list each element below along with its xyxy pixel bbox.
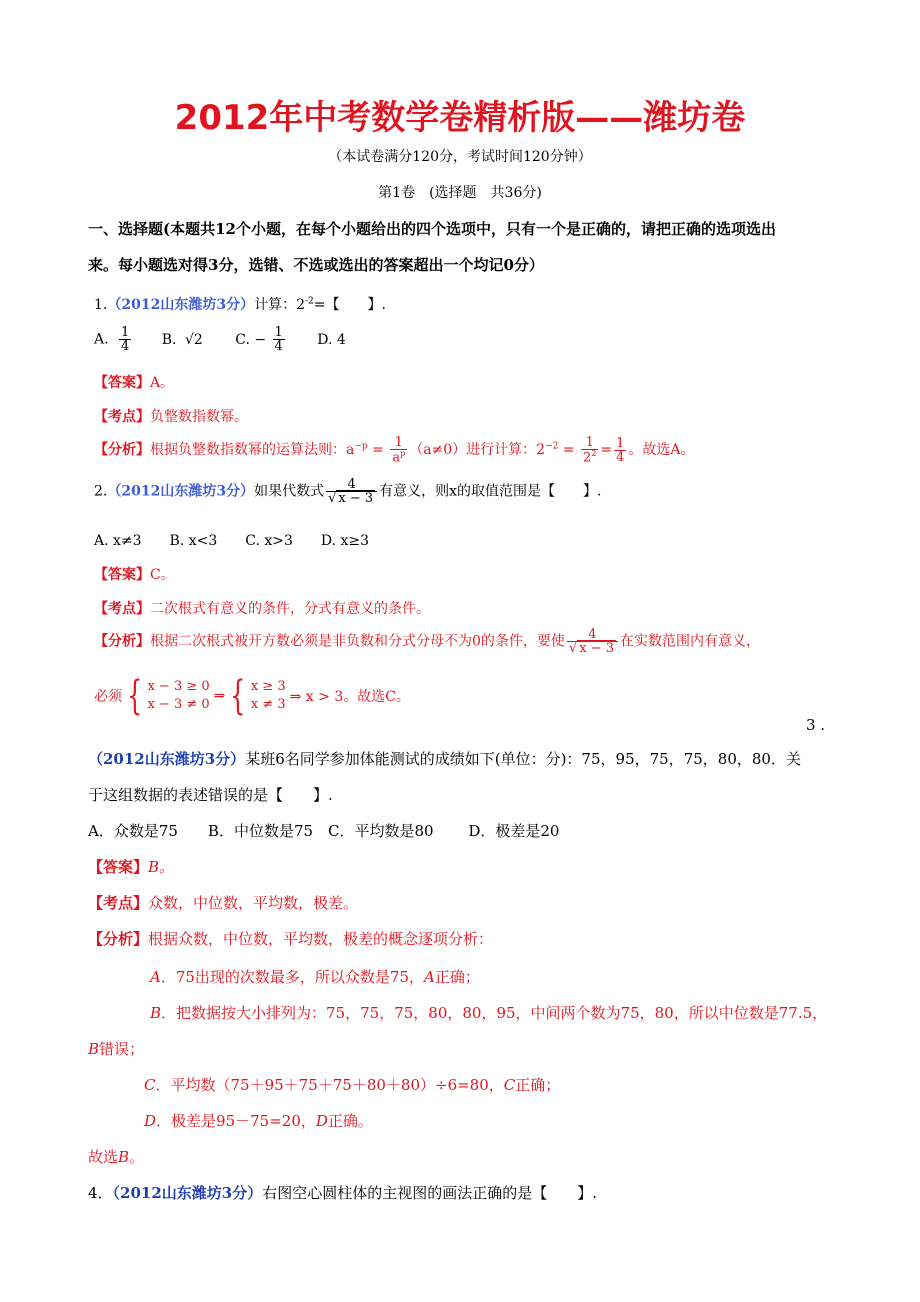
analysis-item-c: C．平均数（75＋95＋75＋75＋80＋80）÷6=80，C正确；	[144, 1076, 561, 1094]
analysis-item-a: A．75出现的次数最多，所以众数是75，A正确；	[150, 968, 480, 986]
final-choice: 故选B。	[88, 1148, 145, 1166]
fraction: $\frac{1}{4}$	[274, 325, 283, 354]
exponent: -2	[305, 296, 314, 307]
question-source: （2012山东潍坊3分）	[107, 483, 255, 500]
question-2: 2.（2012山东潍坊3分）如果代数式 $\frac{4}{√ x - 3}$ 有意义，则x的取值范围是【 】.	[94, 477, 602, 506]
fraction: $\frac{4}{√ x - 3}$	[326, 478, 377, 505]
option-a: A.	[94, 331, 109, 348]
answer-line: 【答案】C。	[94, 567, 175, 583]
option-b-value: √2	[184, 331, 203, 348]
question-3-stem-cont: 于这组数据的表述错误的是【 】.	[88, 786, 333, 804]
question-3: （2012山东潍坊3分）某班6名同学参加体能测试的成绩如下(单位：分)：75，95，75，75，80，80．关	[88, 750, 801, 768]
section-header: 第1卷 (选择题 共36分)	[378, 185, 542, 201]
question-number: 1.	[94, 297, 108, 313]
fraction: $\frac{1}{2^2}$	[583, 435, 597, 466]
question-source: （2012山东潍坊3分）	[112, 1184, 263, 1202]
exam-info: （本试卷满分120分，考试时间120分钟）	[328, 149, 592, 165]
option-c: C. −	[235, 331, 267, 348]
fraction: $\frac{4}{√ x - 3}$	[567, 628, 618, 655]
part-one-line2: 来。每小题选对得3分，选错、不选或选出的答案超出一个均记0分）	[88, 256, 544, 274]
page-title: 2012年中考数学卷精析版——潍坊卷	[174, 98, 746, 138]
question-1-options	[94, 326, 346, 353]
analysis-line: 【分析】根据二次根式被开方数必须是非负数和分式分母不为0的条件，要使 $\frac{4}{√ x - 3}$ 在实数范围内有意义，	[94, 627, 760, 656]
part-one-line1: 一、选择题(本题共12个小题，在每个小题给出的四个选项中，只有一个是正确的，请把正确的选项选出	[88, 220, 776, 238]
fraction: $\frac{1}{4}$	[121, 325, 130, 354]
fraction: $\frac{1}{a^p}$	[392, 435, 406, 466]
fraction: $\frac{1}{4}$	[616, 435, 625, 465]
question-2-options: A. x≠3 B. x<3 C. x>3 D. x≥3	[94, 533, 370, 549]
analysis-item-b: B．把数据按大小排列为：75，75，75，80，80，95，中间两个数为75，80，所以中位数是77.5，	[150, 1004, 828, 1022]
question-source: （2012山东潍坊3分）	[88, 750, 246, 768]
question-3-options: A．众数是75 B．中位数是75 C．平均数是80 D．极差是20	[88, 822, 560, 840]
equation-system: 必须 { x − 3 ≥ 0 x − 3 ≠ 0 ⇒ { x ≥ 3 x ≠ 3 ⇒ x > 3。故选C。	[94, 673, 410, 719]
analysis-line: 【分析】根据众数，中位数，平均数，极差的概念逐项分析：	[88, 930, 494, 948]
answer-line: 【答案】B。	[88, 858, 175, 876]
question-stem-tail: =【 】.	[313, 297, 386, 313]
question-source: （2012山东潍坊3分）	[107, 297, 255, 313]
knowledge-point-line: 【考点】负整数指数幂。	[94, 409, 248, 425]
option-d: D. 4	[317, 331, 346, 348]
knowledge-point-line: 【考点】二次根式有意义的条件，分式有意义的条件。	[94, 601, 430, 617]
option-b: B.	[161, 331, 177, 348]
analysis-item-d: D．极差是95－75=20，D正确。	[144, 1112, 373, 1130]
analysis-item-b-cont: B错误；	[88, 1040, 145, 1058]
question-4: 4．（2012山东潍坊3分）右图空心圆柱体的主视图的画法正确的是【 】.	[88, 1184, 598, 1202]
answer-line: 【答案】A。	[94, 375, 175, 391]
question-1	[94, 294, 386, 314]
question-number: 3 .	[806, 716, 826, 734]
question-stem: 计算：2	[254, 297, 305, 313]
knowledge-point-line: 【考点】众数，中位数，平均数，极差。	[88, 894, 359, 912]
analysis-line: 【分析】根据负整数指数幂的运算法则：$a^{-p}$ = $\frac{1}{a^p}$ （a≠0）进行计算：$2^{-2}$ = $\frac{1}{2^2}$ = $\frac{1}{4}$ 。故选A。	[94, 435, 695, 466]
